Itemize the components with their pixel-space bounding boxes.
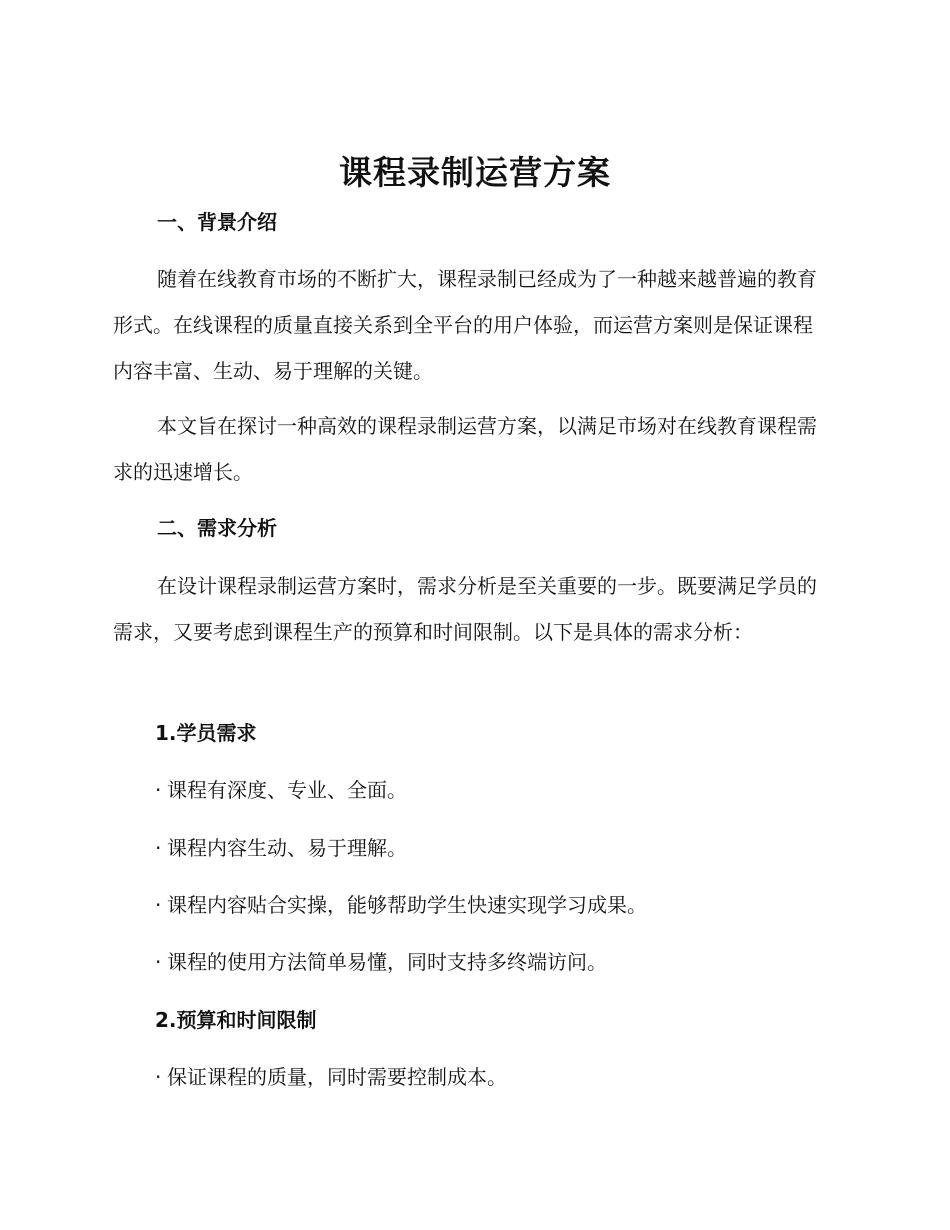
list-item	[155, 775, 407, 805]
bullet-marker: ·	[155, 836, 162, 860]
subsection-heading-student-needs: 1.学员需求	[155, 721, 257, 745]
paragraph-background-1: 随着在线教育市场的不断扩大，课程录制已经成为了一种越来越普遍的教育形式。在线课程的质量直接关系到全平台的用户体验，而运营方案则是保证课程内容丰富、生动、易于理解的关键。	[113, 267, 817, 383]
list-item-text: 课程内容生动、易于理解。	[167, 836, 407, 860]
paragraph-background-2: 本文旨在探讨一种高效的课程录制运营方案，以满足市场对在线教育课程需求的迅速增长。	[113, 414, 817, 484]
paragraph-requirements-intro: 在设计课程录制运营方案时，需求分析是至关重要的一步。既要满足学员的需求，又要考虑到课程生产的预算和时间限制。以下是具体的需求分析：	[113, 574, 817, 644]
list-item-text: 保证课程的质量，同时需要控制成本。	[167, 1065, 507, 1089]
list-item-text: 课程的使用方法简单易懂，同时支持多终端访问。	[167, 950, 607, 974]
list-item	[155, 833, 407, 863]
list-item	[155, 947, 607, 977]
list-item	[155, 1062, 507, 1092]
list-item	[155, 890, 647, 920]
subsection-heading-budget-time: 2.预算和时间限制	[155, 1008, 317, 1032]
list-item-text: 课程有深度、专业、全面。	[167, 778, 407, 802]
document-title: 课程录制运营方案	[339, 153, 611, 192]
bullet-marker: ·	[155, 1065, 162, 1089]
section-heading-requirements: 二、需求分析	[157, 516, 277, 540]
list-item-text: 课程内容贴合实操，能够帮助学生快速实现学习成果。	[167, 893, 647, 917]
bullet-marker: ·	[155, 950, 162, 974]
bullet-marker: ·	[155, 893, 162, 917]
section-heading-background: 一、背景介绍	[157, 210, 277, 234]
bullet-marker: ·	[155, 778, 162, 802]
